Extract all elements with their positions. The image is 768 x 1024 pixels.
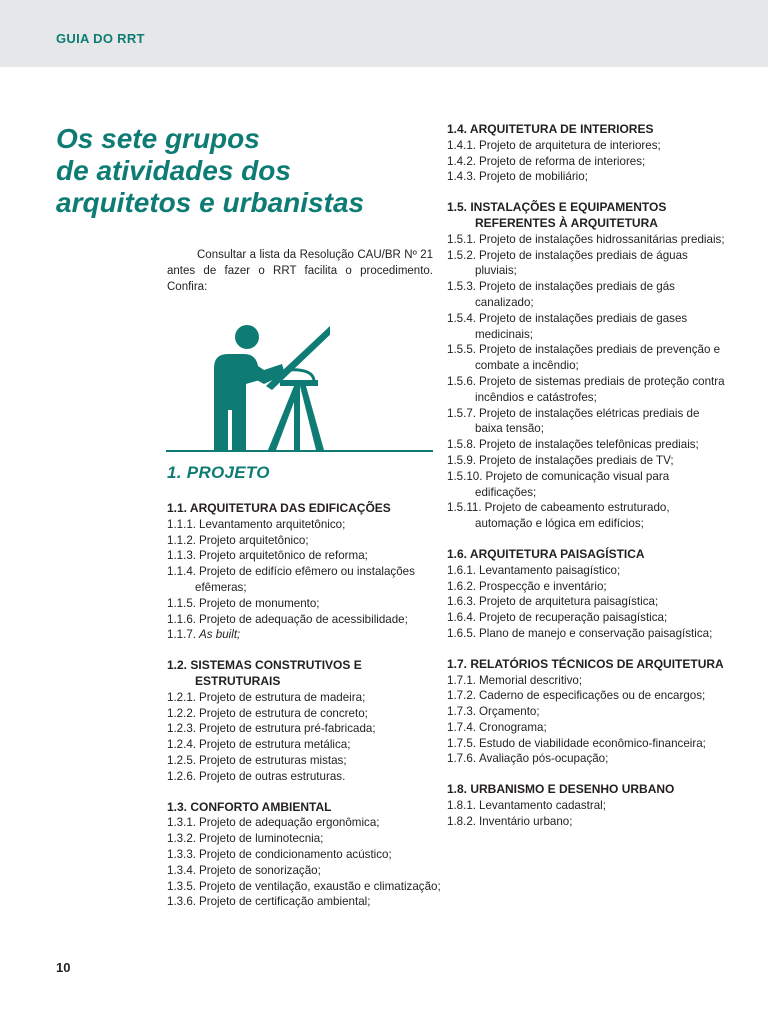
list-item <box>167 721 442 737</box>
list-item <box>447 311 727 343</box>
item-text: Projeto de estrutura de madeira; <box>199 690 366 704</box>
header-label: GUIA DO RRT <box>56 31 145 46</box>
group-heading: 1.1. ARQUITETURA DAS EDIFICAÇÕES <box>167 501 391 515</box>
item-text: As built; <box>199 628 241 642</box>
list-item <box>447 500 727 532</box>
item-text: Projeto de edifício efêmero ou instalações efêmeras; <box>195 565 415 594</box>
item-number: 1.3.4. <box>167 863 197 877</box>
activity-group <box>447 782 727 829</box>
item-text: Projeto de instalações prediais de águas pluviais; <box>475 248 688 278</box>
list-item <box>447 342 727 374</box>
section-divider <box>166 450 433 452</box>
list-item <box>167 533 442 549</box>
list-item <box>167 831 442 847</box>
activity-group <box>447 122 727 185</box>
item-text: Inventário urbano; <box>479 814 573 828</box>
item-number: 1.6.5. <box>447 626 477 640</box>
list-item <box>447 169 727 185</box>
title-line: arquitetos e urbanistas <box>56 187 365 218</box>
activity-list <box>447 138 727 185</box>
item-number: 1.4.3. <box>447 170 477 184</box>
item-number: 1.1.5. <box>167 596 197 610</box>
list-item <box>447 232 727 248</box>
item-number: 1.3.5. <box>167 879 197 893</box>
item-number: 1.2.5. <box>167 753 197 767</box>
list-item <box>447 814 727 830</box>
item-number: 1.7.1. <box>447 673 477 687</box>
item-number: 1.2.6. <box>167 769 197 783</box>
activity-group <box>447 547 727 642</box>
activity-group <box>167 658 442 784</box>
activity-list <box>447 563 727 642</box>
list-item <box>167 690 442 706</box>
item-number: 1.5.2. <box>447 248 477 262</box>
item-text: Estudo de viabilidade econômico-financeira; <box>479 736 706 750</box>
group-heading: 1.7. RELATÓRIOS TÉCNICOS DE ARQUITETURA <box>447 656 724 671</box>
list-item <box>447 610 727 626</box>
item-text: Levantamento paisagístico; <box>479 563 621 577</box>
item-number: 1.1.6. <box>167 612 197 626</box>
item-text: Projeto de instalações prediais de gás canalizado; <box>475 280 675 309</box>
list-item <box>447 798 727 814</box>
item-number: 1.3.2. <box>167 832 197 846</box>
activity-list <box>167 517 442 643</box>
item-text: Projeto de mobiliário; <box>479 170 588 184</box>
item-text: Prospecção e inventário; <box>479 579 607 593</box>
item-number: 1.7.3. <box>447 705 477 719</box>
activity-list <box>447 232 727 532</box>
list-item <box>447 594 727 610</box>
page-number: 10 <box>56 960 71 975</box>
item-number: 1.5.6. <box>447 374 477 388</box>
item-text: Avaliação pós-ocupação; <box>479 752 609 766</box>
item-text: Projeto de arquitetura paisagística; <box>479 595 659 609</box>
item-number: 1.7.2. <box>447 689 477 703</box>
item-text: Projeto de instalações prediais de prevenção e combate a incêndio; <box>475 343 721 373</box>
list-item <box>167 815 442 831</box>
item-number: 1.7.6. <box>447 752 477 766</box>
item-text: Projeto de estrutura metálica; <box>199 738 351 752</box>
item-text: Projeto de monumento; <box>199 596 320 610</box>
group-heading: 1.8. URBANISMO E DESENHO URBANO <box>447 782 675 797</box>
item-number: 1.1.7. <box>167 628 197 642</box>
item-text: Projeto de outras estruturas. <box>199 769 346 783</box>
item-number: 1.8.1. <box>447 799 477 813</box>
group-heading: 1.2. SISTEMAS CONSTRUTIVOS E ESTRUTURAIS <box>167 658 362 688</box>
list-item <box>447 248 727 280</box>
item-number: 1.6.2. <box>447 579 477 593</box>
item-number: 1.7.4. <box>447 720 477 734</box>
item-text: Cronograma; <box>479 720 547 734</box>
list-item <box>447 579 727 595</box>
item-text: Projeto de condicionamento acústico; <box>199 847 392 861</box>
list-item <box>167 548 442 564</box>
list-item <box>447 673 727 689</box>
list-item <box>447 704 727 720</box>
item-text: Projeto de sistemas prediais de proteção contra incêndios e catástrofes; <box>475 374 725 404</box>
list-item <box>447 453 727 469</box>
group-heading: 1.4. ARQUITETURA DE INTERIORES <box>447 122 654 136</box>
item-number: 1.7.5. <box>447 736 477 750</box>
list-item <box>447 720 727 736</box>
list-item <box>167 879 442 895</box>
item-text: Projeto de certificação ambiental; <box>199 895 371 909</box>
list-item <box>167 706 442 722</box>
item-number: 1.6.3. <box>447 595 477 609</box>
item-number: 1.5.9. <box>447 453 477 467</box>
item-text: Projeto de instalações prediais de TV; <box>479 453 674 467</box>
item-text: Projeto de cabeamento estruturado, automação e lógica em edifícios; <box>475 501 670 531</box>
list-item <box>167 863 442 879</box>
item-text: Projeto de comunicação visual para edificações; <box>475 469 670 499</box>
item-number: 1.5.5. <box>447 343 477 357</box>
item-text: Memorial descritivo; <box>479 673 583 687</box>
list-item <box>447 626 727 642</box>
title-line: Os sete grupos <box>56 123 260 154</box>
item-number: 1.2.1. <box>167 690 197 704</box>
item-number: 1.2.3. <box>167 722 197 736</box>
list-item <box>447 437 727 453</box>
item-text: Projeto de arquitetura de interiores; <box>479 138 661 152</box>
section-title: 1. PROJETO <box>167 463 270 482</box>
group-heading: 1.5. INSTALAÇÕES E EQUIPAMENTOS REFERENTES À ARQUITETURA <box>447 200 667 230</box>
item-text: Projeto arquitetônico de reforma; <box>199 549 368 563</box>
list-item <box>447 736 727 752</box>
item-number: 1.3.6. <box>167 895 197 909</box>
item-text: Projeto arquitetônico; <box>199 533 309 547</box>
item-text: Projeto de instalações prediais de gases medicinais; <box>475 311 688 341</box>
item-number: 1.2.4. <box>167 738 197 752</box>
list-item <box>447 469 727 501</box>
item-text: Levantamento arquitetônico; <box>199 517 346 531</box>
item-number: 1.5.10. <box>447 469 483 483</box>
item-text: Projeto de estrutura de concreto; <box>199 706 368 720</box>
item-number: 1.4.2. <box>447 154 477 168</box>
activity-group <box>167 800 442 911</box>
page-title <box>56 123 426 219</box>
item-number: 1.1.2. <box>167 533 197 547</box>
group-heading: 1.3. CONFORTO AMBIENTAL <box>167 799 332 814</box>
item-number: 1.8.2. <box>447 814 477 828</box>
group-heading: 1.6. ARQUITETURA PAISAGÍSTICA <box>447 546 645 561</box>
intro-paragraph: Consultar a lista da Resolução CAU/BR Nº 21 antes de fazer o RRT facilita o procedimento. Confira: <box>167 249 433 293</box>
item-text: Projeto de instalações elétricas prediais de baixa tensão; <box>475 406 700 436</box>
title-line: de atividades dos <box>56 155 291 186</box>
item-number: 1.3.3. <box>167 847 197 861</box>
item-number: 1.5.7. <box>447 406 477 420</box>
item-text: Projeto de estruturas mistas; <box>199 753 347 767</box>
item-number: 1.1.1. <box>167 517 197 531</box>
item-number: 1.5.1. <box>447 232 477 246</box>
item-text: Projeto de adequação de acessibilidade; <box>199 612 408 626</box>
item-number: 1.6.1. <box>447 563 477 577</box>
list-item <box>167 612 442 628</box>
item-number: 1.5.11. <box>447 501 482 515</box>
item-number: 1.6.4. <box>447 611 477 625</box>
list-item <box>447 154 727 170</box>
activity-list <box>167 815 442 910</box>
item-text: Plano de manejo e conservação paisagística; <box>479 626 713 640</box>
item-text: Projeto de estrutura pré-fabricada; <box>199 722 376 736</box>
list-item <box>447 688 727 704</box>
item-text: Projeto de sonorização; <box>199 863 321 877</box>
activity-group <box>167 501 442 643</box>
list-item <box>167 753 442 769</box>
item-number: 1.1.3. <box>167 549 197 563</box>
list-item <box>167 627 442 643</box>
activity-list <box>447 798 727 830</box>
item-number: 1.5.3. <box>447 280 477 294</box>
item-number: 1.4.1. <box>447 138 477 152</box>
left-column <box>167 501 442 925</box>
item-text: Projeto de instalações telefônicas prediais; <box>479 438 699 452</box>
item-number: 1.5.8. <box>447 438 477 452</box>
item-text: Projeto de adequação ergonômica; <box>199 816 380 830</box>
item-text: Projeto de luminotecnia; <box>199 832 324 846</box>
list-item <box>167 847 442 863</box>
list-item <box>167 737 442 753</box>
activity-list <box>167 690 442 785</box>
activity-group <box>447 657 727 768</box>
item-text: Projeto de ventilação, exaustão e climatização; <box>199 879 441 893</box>
list-item <box>167 596 442 612</box>
page-header-bar <box>0 0 768 67</box>
list-item <box>447 406 727 438</box>
item-text: Caderno de especificações ou de encargos; <box>479 689 706 703</box>
activity-list <box>447 673 727 768</box>
list-item <box>447 279 727 311</box>
item-number: 1.5.4. <box>447 311 477 325</box>
item-text: Levantamento cadastral; <box>479 799 606 813</box>
list-item <box>447 751 727 767</box>
architect-drafting-table-icon <box>200 318 330 455</box>
list-item <box>447 563 727 579</box>
list-item <box>167 894 442 910</box>
list-item <box>447 374 727 406</box>
item-number: 1.1.4. <box>167 565 197 579</box>
activity-group <box>447 200 727 532</box>
right-column <box>447 122 727 845</box>
item-text: Projeto de instalações hidrossanitárias prediais; <box>479 232 725 246</box>
list-item <box>167 564 442 596</box>
item-text: Projeto de reforma de interiores; <box>479 154 646 168</box>
item-text: Projeto de recuperação paisagística; <box>479 611 668 625</box>
item-text: Orçamento; <box>479 705 540 719</box>
item-number: 1.2.2. <box>167 706 197 720</box>
list-item <box>167 769 442 785</box>
item-number: 1.3.1. <box>167 816 197 830</box>
list-item <box>447 138 727 154</box>
list-item <box>167 517 442 533</box>
